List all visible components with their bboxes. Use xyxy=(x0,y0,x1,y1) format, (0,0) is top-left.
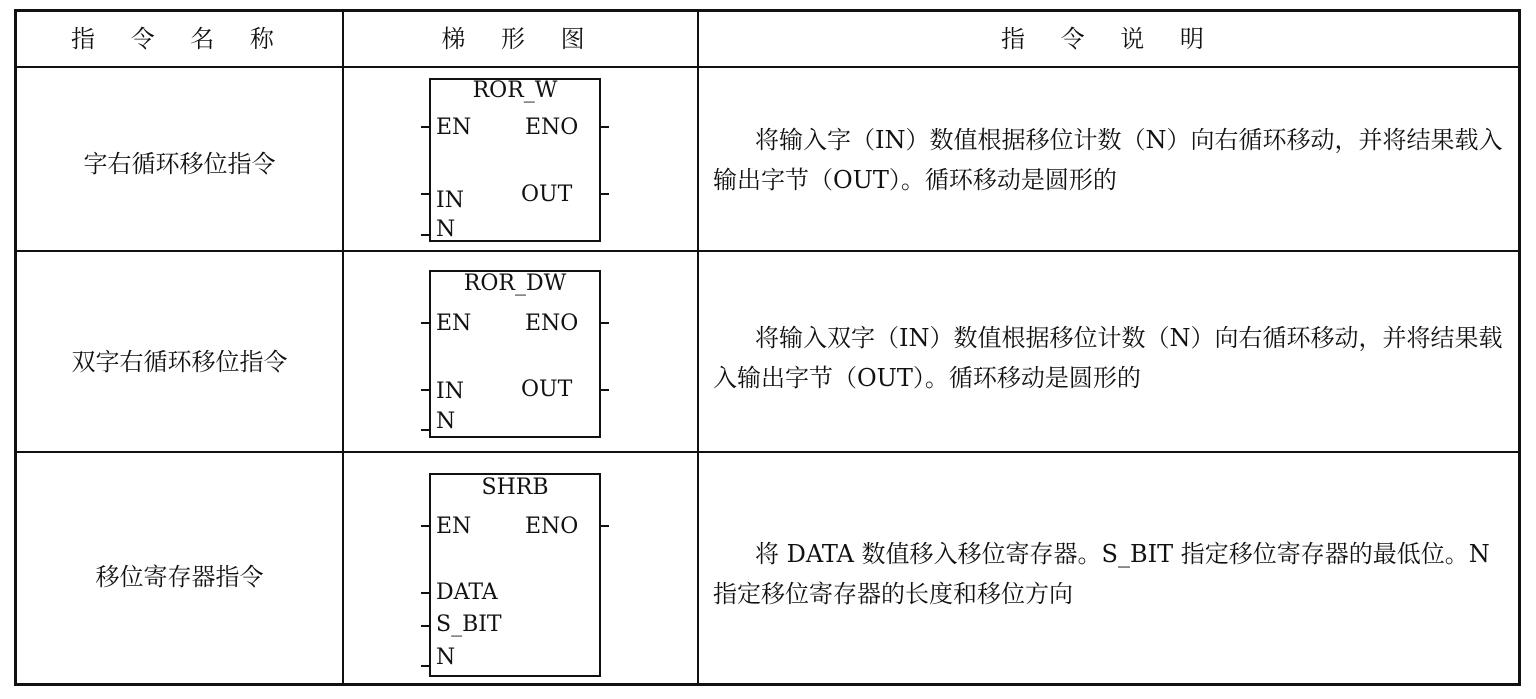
instruction-description: 将输入字（IN）数值根据移位计数（N）向右循环移动，并将结果载入输出字节（OUT）。循环移动是圆形的 xyxy=(713,126,1503,194)
instruction-description: 将 DATA 数值移入移位寄存器。S_BIT 指定移位寄存器的最低位。N 指定移位寄存器的长度和移位方向 xyxy=(713,540,1490,608)
pin-en: EN xyxy=(436,311,472,336)
instruction-name: 字右循环移位指令 xyxy=(83,150,276,178)
pin-in: IN xyxy=(436,188,464,213)
block-title: ROR_DW xyxy=(463,271,567,296)
header-instruction-name: 指 令 名 称 xyxy=(71,25,288,53)
instruction-table xyxy=(14,9,1521,686)
instruction-name: 移位寄存器指令 xyxy=(95,563,264,591)
block-title: ROR_W xyxy=(472,78,558,103)
header-ladder-diagram: 梯 形 图 xyxy=(441,25,599,53)
instruction-name: 双字右循环移位指令 xyxy=(71,348,288,376)
block-title: SHRB xyxy=(481,475,549,500)
pin-s-bit: S_BIT xyxy=(436,612,502,637)
header-instruction-description: 指 令 说 明 xyxy=(1001,25,1218,53)
pin-en: EN xyxy=(436,115,472,140)
pin-n: N xyxy=(436,217,456,242)
pin-eno: ENO xyxy=(525,514,579,539)
pin-eno: ENO xyxy=(525,115,579,140)
pin-in: IN xyxy=(436,379,464,404)
pin-out: OUT xyxy=(521,377,573,402)
pin-n: N xyxy=(436,645,456,670)
row-divider xyxy=(17,451,1518,453)
pin-data: DATA xyxy=(436,580,498,605)
column-divider xyxy=(697,12,699,683)
pin-out: OUT xyxy=(521,182,573,207)
instruction-description: 将输入双字（IN）数值根据移位计数（N）向右循环移动，并将结果载入输出字节（OUT）。循环移动是圆形的 xyxy=(713,324,1503,392)
row-divider xyxy=(17,250,1518,252)
pin-en: EN xyxy=(436,514,472,539)
pin-n: N xyxy=(436,409,456,434)
pin-eno: ENO xyxy=(525,311,579,336)
column-divider xyxy=(342,12,344,683)
